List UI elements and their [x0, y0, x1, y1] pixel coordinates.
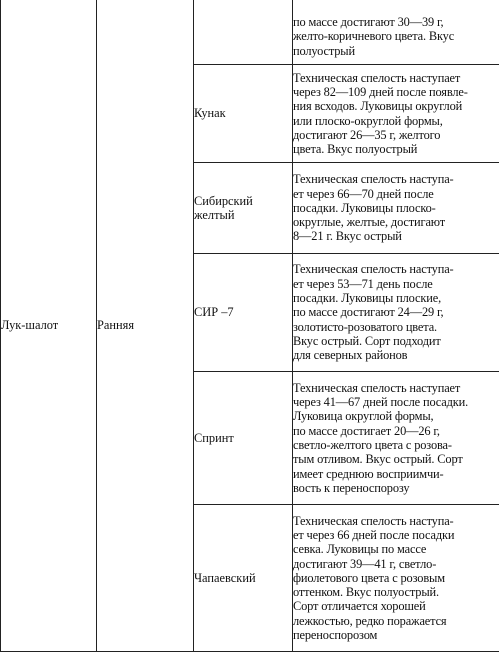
variety-description-cell: Техническая спелость наступа- ет через 53—71 день после посадки. Луковицы плоские, по массе достигают 24—29 г, золотисто-розоватого цвета. Вкус острый. Сорт подходит для северных районов [293, 254, 499, 372]
variety-name-cell: Кунак [194, 65, 293, 163]
variety-description-cell: Техническая спелость наступа- ет через 66—70 дней после посадки. Луковицы плоско- округлые, желтые, достигают 8—21 г. Вкус острый [293, 163, 499, 254]
variety-description-cell: Техническая спелость наступа- ет через 66 дней после посадки севка. Луковицы по массе достигают 39—41 г, светло- фиолетового цвета с розовым оттенком. Вкус полуострый. Сорт отличается хорошей лежкостью, редко поражается переноспорозом [293, 505, 499, 652]
variety-name-cell [194, 0, 293, 65]
variety-name-cell: Спринт [194, 372, 293, 505]
table-row [1, 0, 499, 65]
variety-description-cell: Техническая спелость наступает через 82—109 дней после появле- ния всходов. Луковицы округлой или плоско-округлой формы, достигают 26—35 г, желтого цвета. Вкус полуострый [293, 65, 499, 163]
ripening-period-cell: Ранняя [97, 0, 194, 652]
variety-name-cell: Чапаевский [194, 505, 293, 652]
variety-description-cell: Техническая спелость наступает через 41—67 дней после посадки. Луковица округлой формы, по массе достигает 20—26 г, светло-желтого цвета с розова- тым отливом. Вкус острый. Сорт имеет среднюю восприимчи- вость к переноспорозу [293, 372, 499, 505]
variety-description-cell: по массе достигают 30—39 г, желто-коричневого цвета. Вкус полуострый [293, 0, 499, 65]
variety-name-cell: СИР –7 [194, 254, 293, 372]
crop-name-cell: Лук-шалот [1, 0, 97, 652]
variety-name-cell: Сибирский желтый [194, 163, 293, 254]
